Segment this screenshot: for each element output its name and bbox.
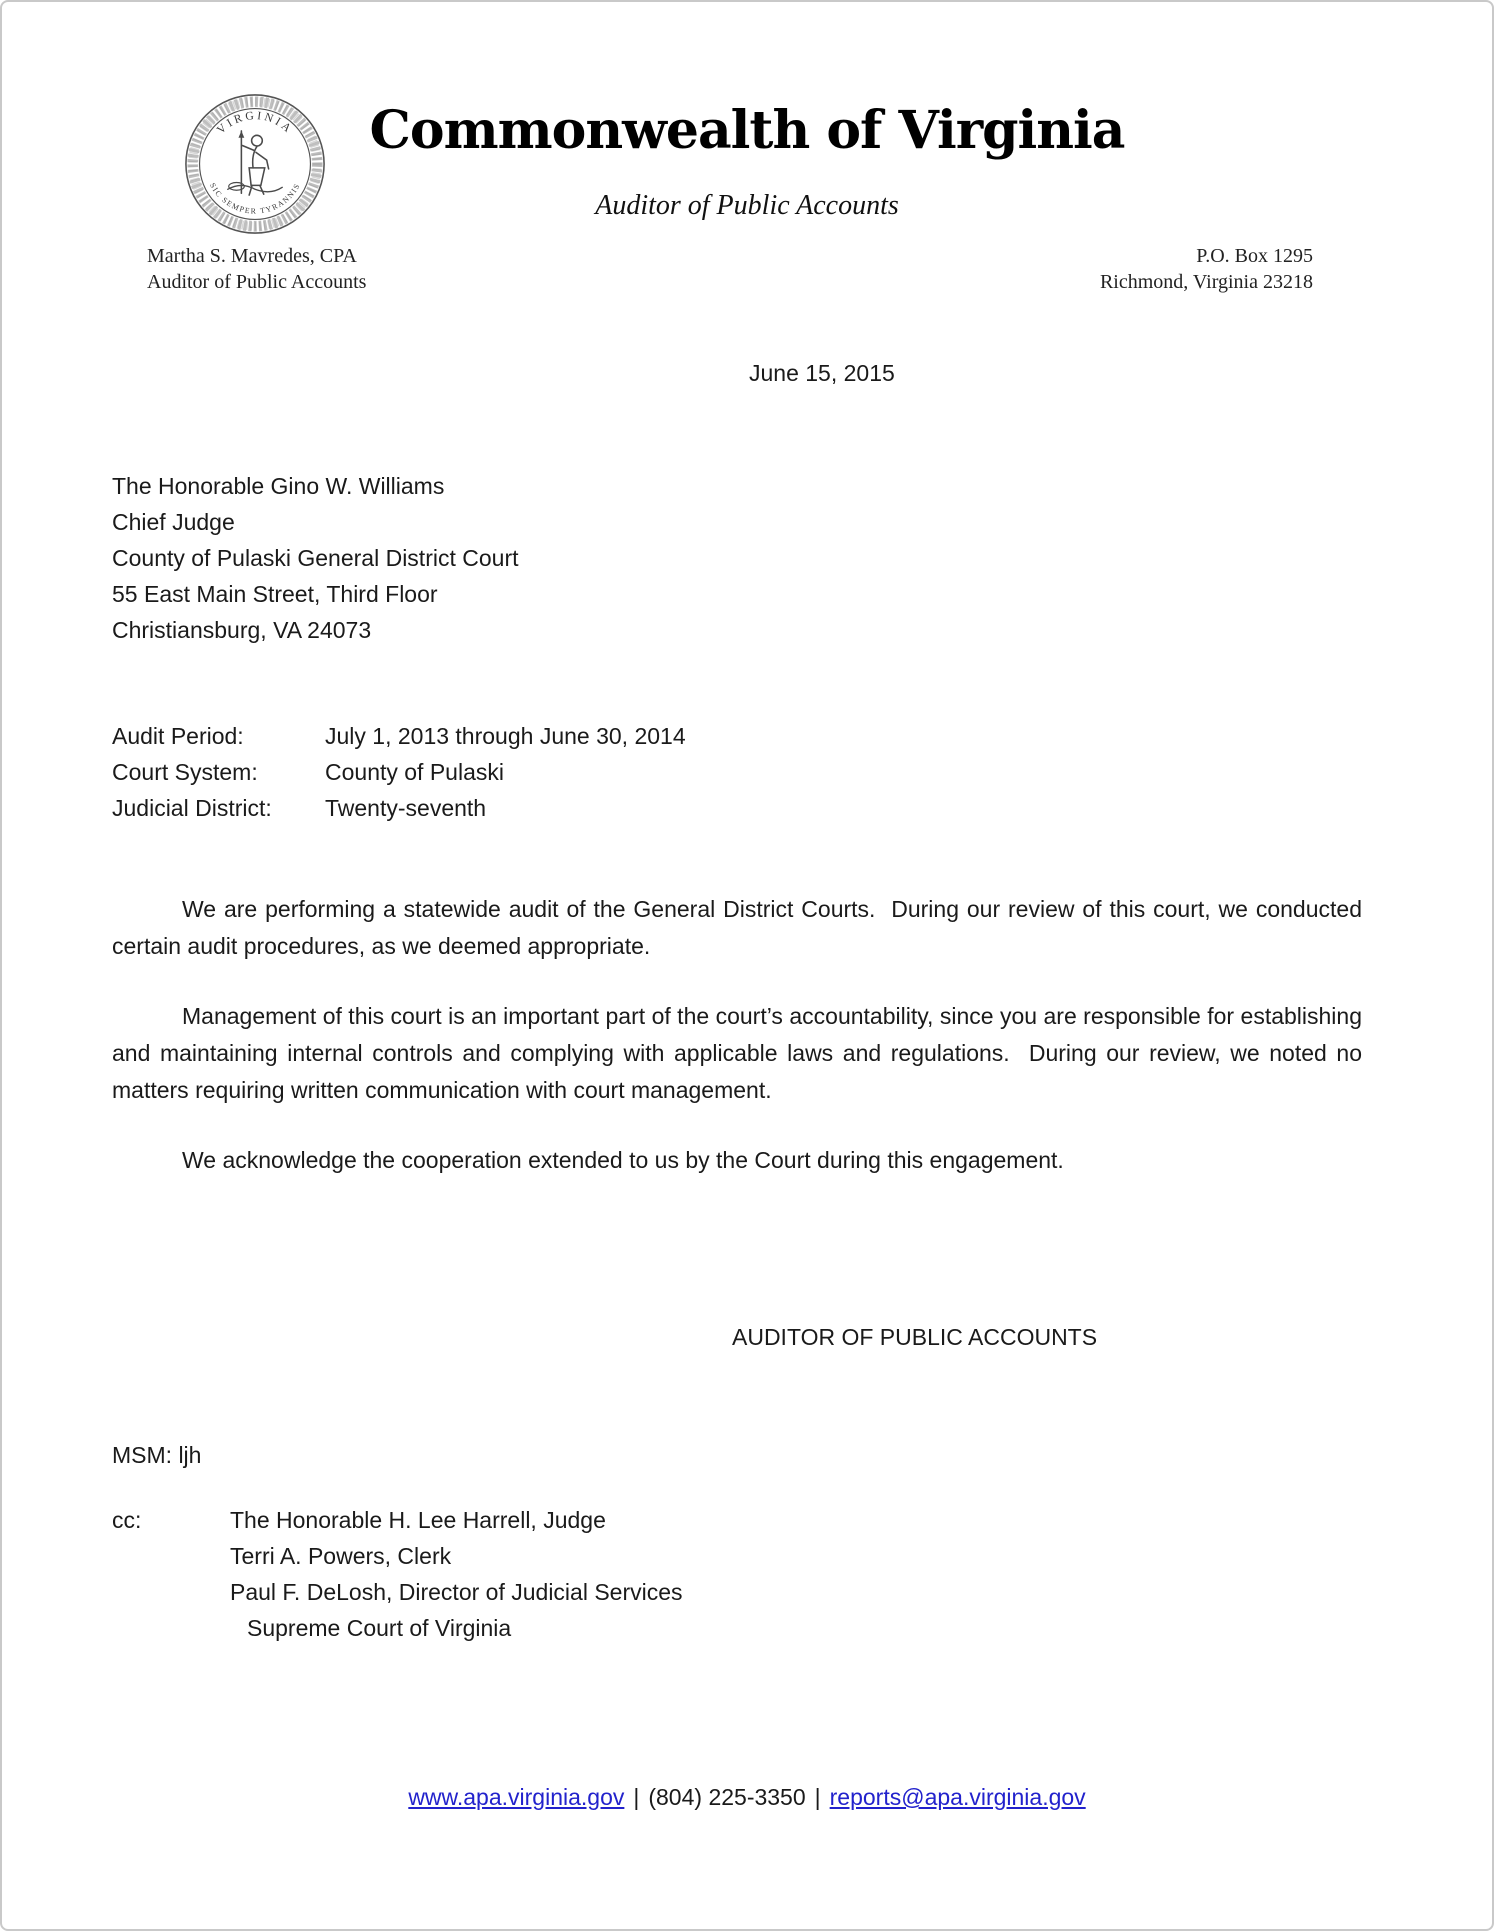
recipient-line: Chief Judge (112, 509, 235, 535)
letterhead-official-block (147, 243, 366, 295)
page-title: Commonwealth of Virginia (369, 100, 1125, 161)
audit-period-label: Audit Period: (112, 723, 244, 749)
signature-line: AUDITOR OF PUBLIC ACCOUNTS (732, 1324, 1098, 1350)
letter-body (112, 891, 1369, 1212)
body-paragraph: Management of this court is an important part of the court’s accountability, since you are responsible for establishing and maintaining internal controls and complying with applicable laws and regulations. During our review, we noted no matters requiring written communication with court management. (112, 1003, 1369, 1103)
page-subtitle: Auditor of Public Accounts (595, 190, 899, 221)
audit-info-row (112, 754, 686, 790)
footer-contact-line (2, 1784, 1492, 1811)
audit-info-block (112, 718, 686, 826)
official-title: Auditor of Public Accounts (147, 271, 367, 293)
footer-email-link[interactable]: reports@apa.virginia.gov (829, 1784, 1086, 1810)
audit-info-row (112, 790, 686, 826)
footer-website-link[interactable]: www.apa.virginia.gov (408, 1784, 625, 1810)
letterhead-address-block (1100, 243, 1313, 295)
city-state-zip-line: Richmond, Virginia 23218 (1099, 271, 1313, 293)
recipient-address-block (112, 468, 519, 648)
cc-name: Supreme Court of Virginia (247, 1615, 512, 1641)
seal-bottom-text: SIC SEMPER TYRANNIS (208, 181, 302, 216)
po-box-line: P.O. Box 1295 (1196, 245, 1313, 267)
recipient-line: County of Pulaski General District Court (112, 545, 519, 571)
cc-name: The Honorable H. Lee Harrell, Judge (230, 1507, 606, 1533)
cc-label: cc: (112, 1507, 142, 1533)
court-system-label: Court System: (112, 759, 258, 785)
reference-initials: MSM: ljh (112, 1442, 202, 1468)
recipient-line: The Honorable Gino W. Williams (112, 473, 445, 499)
cc-name: Paul F. DeLosh, Director of Judicial Services (230, 1579, 683, 1605)
audit-period-value: July 1, 2013 through June 30, 2014 (325, 723, 686, 749)
recipient-line: 55 East Main Street, Third Floor (112, 581, 438, 607)
audit-info-row (112, 718, 686, 754)
judicial-district-label: Judicial District: (112, 795, 272, 821)
footer-separator: | (633, 1784, 640, 1810)
court-system-value: County of Pulaski (325, 759, 504, 785)
recipient-line: Christiansburg, VA 24073 (112, 617, 372, 643)
cc-name: Terri A. Powers, Clerk (230, 1543, 452, 1569)
body-paragraph: We are performing a statewide audit of the General District Courts. During our review of this court, we conducted certain audit procedures, as we deemed appropriate. (112, 896, 1369, 959)
cc-names (230, 1502, 683, 1646)
date-line: June 15, 2015 (749, 360, 895, 386)
judicial-district-value: Twenty-seventh (325, 795, 487, 821)
seal-top-text: VIRGINIA (214, 108, 296, 137)
body-paragraph: We acknowledge the cooperation extended to us by the Court during this engagement. (182, 1147, 1064, 1173)
cc-block (112, 1502, 683, 1646)
footer-separator: | (814, 1784, 821, 1810)
official-name: Martha S. Mavredes, CPA (147, 245, 357, 267)
footer-phone: (804) 225-3350 (648, 1784, 806, 1810)
